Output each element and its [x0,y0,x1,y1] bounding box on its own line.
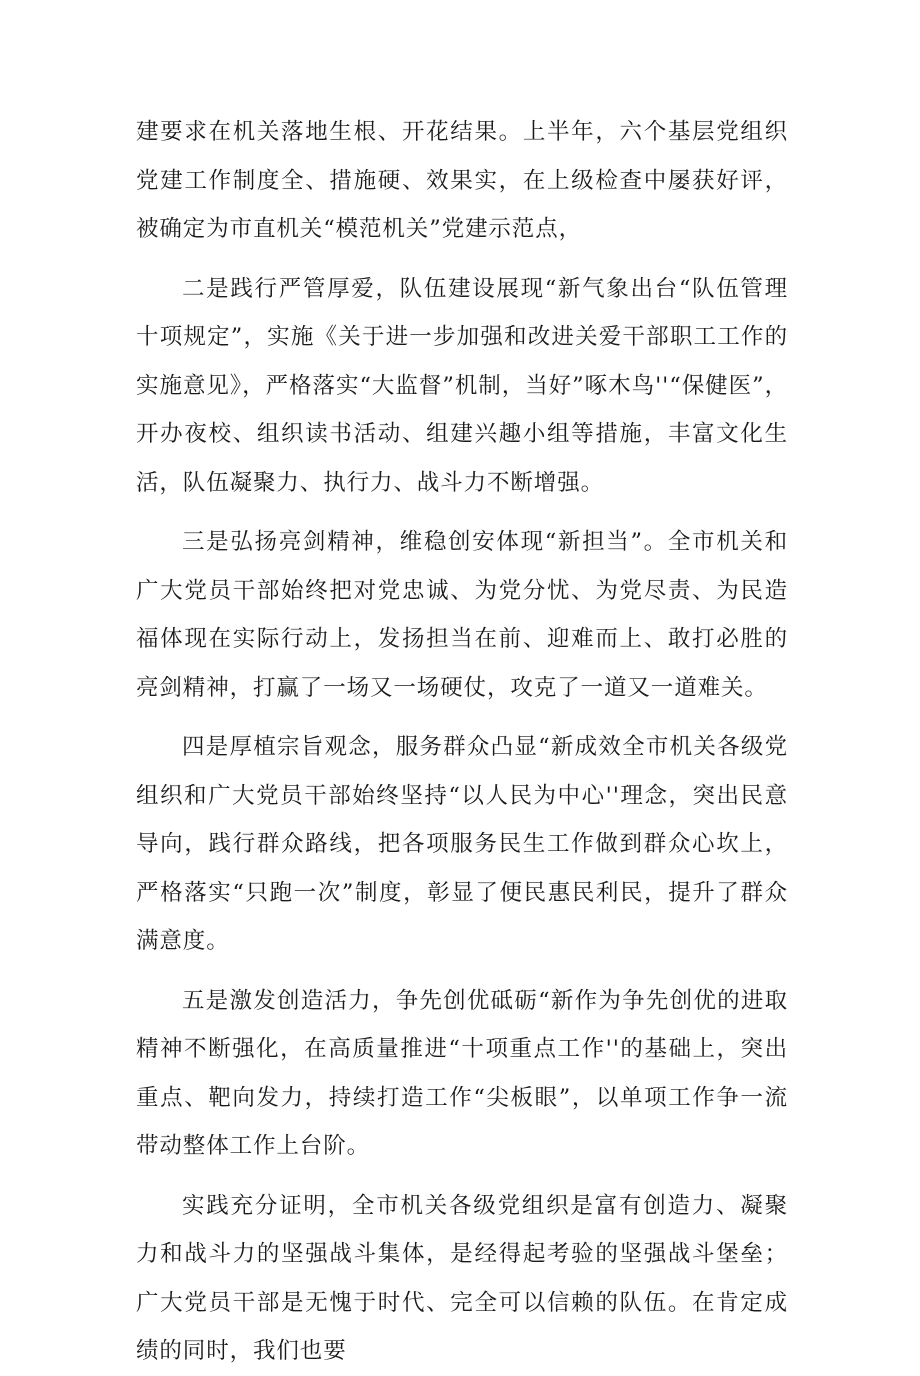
paragraph-fourth-point: 四是厚植宗旨观念，服务群众凸显“新成效全市机关各级党组织和广大党员干部始终坚持“以人民为中心''理念，突出民意导向，践行群众路线，把各项服务民生工作做到群众心坎上，严格落实“只跑一次”制度，彰显了便民惠民利民，提升了群众满意度。 [136,734,788,954]
paragraph-second-point: 二是践行严管厚爱，队伍建设展现“新气象出台“队伍管理十项规定”，实施《关于进一步加强和改进关爱干部职工工作的实施意见》，严格落实“大监督”机制，当好”啄木鸟''“保健医”，开办夜校、组织读书活动、组建兴趣小组等措施，丰富文化生活，队伍凝聚力、执行力、战斗力不断增强。 [136,275,788,496]
paragraph-fifth-point: 五是激发创造活力，争先创优砥砺“新作为争先创优的进取精神不断强化，在高质量推进“十项重点工作''的基础上，突出重点、靶向发力，持续打造工作“尖板眼”，以单项工作争一流带动整体工作上台阶。 [136,987,788,1159]
paragraph-conclusion: 实践充分证明，全市机关各级党组织是富有创造力、凝聚力和战斗力的坚强战斗集体，是经得起考验的坚强战斗堡垒；广大党员干部是无愧于时代、完全可以信赖的队伍。在肯定成绩的同时，我们也要 [136,1192,788,1364]
document-body [136,108,788,1376]
paragraph-third-point: 三是弘扬亮剑精神，维稳创安体现“新担当”。全市机关和广大党员干部始终把对党忠诚、为党分忧、为党尽责、为民造福体现在实际行动上，发扬担当在前、迎难而上、敢打必胜的亮剑精神，打赢了一场又一场硬仗，攻克了一道又一道难关。 [136,529,788,701]
paragraph-continuation: 建要求在机关落地生根、开花结果。上半年，六个基层党组织党建工作制度全、措施硬、效果实，在上级检查中屡获好评，被确定为市直机关“模范机关”党建示范点， [136,119,788,242]
